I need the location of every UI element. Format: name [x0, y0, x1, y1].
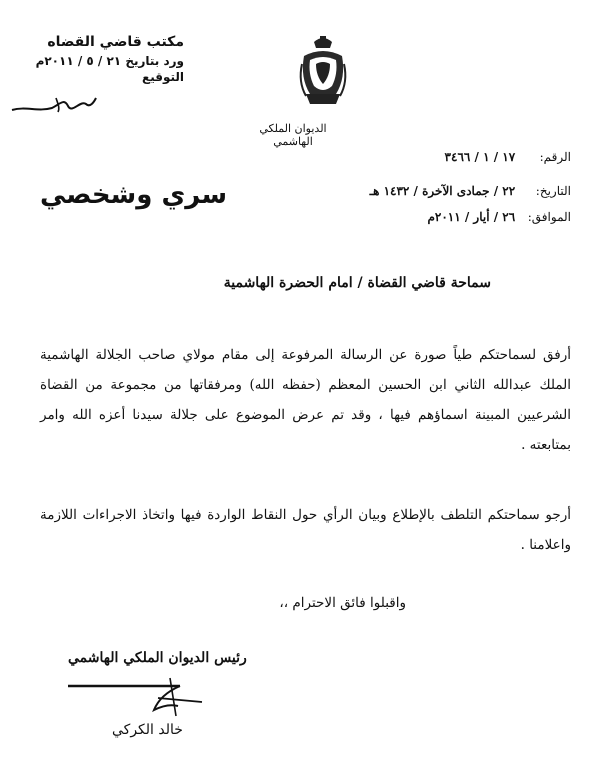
signatory-title: رئيس الديوان الملكي الهاشمي — [68, 650, 247, 666]
gregorian-date-value: ٢٦ / أيار / ٢٠١١م — [427, 210, 516, 224]
body-paragraph-2: أرجو سماحتكم التلطف بالإطلاع وبيان الرأي حول النقاط الواردة فيها واتخاذ الاجراءات اللازمة واعلامنا . — [40, 507, 571, 553]
addressee: سماحة قاضي القضاة / امام الحضرة الهاشمية — [223, 275, 491, 291]
body-paragraph-1: أرفق لسماحتكم طياً صورة عن الرسالة المرفوعة إلى مقام مولاي صاحب الجلالة الهاشمية الملك عبدالله الثاني ابن الحسين المعظم (حفظه الله) ومرفقاتها من مجموعة من القضاة الشرعيين المبينة اسماؤهم فيها ، وقد تم عرض الموضوع على جلالة سيدنا أعزه الله وامر بمتابعته . — [40, 347, 571, 453]
office-received-date: ورد بتاريخ ٢١ / ٥ / ٢٠١١م — [35, 54, 184, 68]
office-signature-label: التوقيع — [142, 70, 184, 84]
hijri-date-value: ٢٢ / جمادى الآخرة / ١٤٣٢ هـ — [369, 184, 516, 198]
signatory-name: خالد الكركي — [112, 722, 183, 738]
royal-emblem-icon — [296, 34, 350, 112]
signatory-handwritten-signature — [62, 676, 212, 722]
office-stamp-title: مكتب قاضي القضاه — [47, 34, 184, 50]
closing-line: واقبلوا فائق الاحترام ،، — [279, 595, 406, 611]
office-stamp — [14, 34, 184, 84]
office-handwritten-signature — [8, 92, 98, 118]
reference-number-label: الرقم: — [539, 150, 571, 164]
institution-name: الديوان الملكي الهاشمي — [259, 122, 327, 148]
gregorian-date-line — [427, 210, 571, 224]
gregorian-date-label: الموافق: — [527, 210, 571, 224]
hijri-date-label: التاريخ: — [535, 184, 571, 198]
classification-label: سري وشخصي — [40, 180, 228, 210]
hijri-date-line — [370, 184, 571, 198]
reference-number-value: ١٧ / ١ / ٣٤٦٦ — [444, 150, 516, 164]
reference-number-line — [445, 150, 571, 164]
